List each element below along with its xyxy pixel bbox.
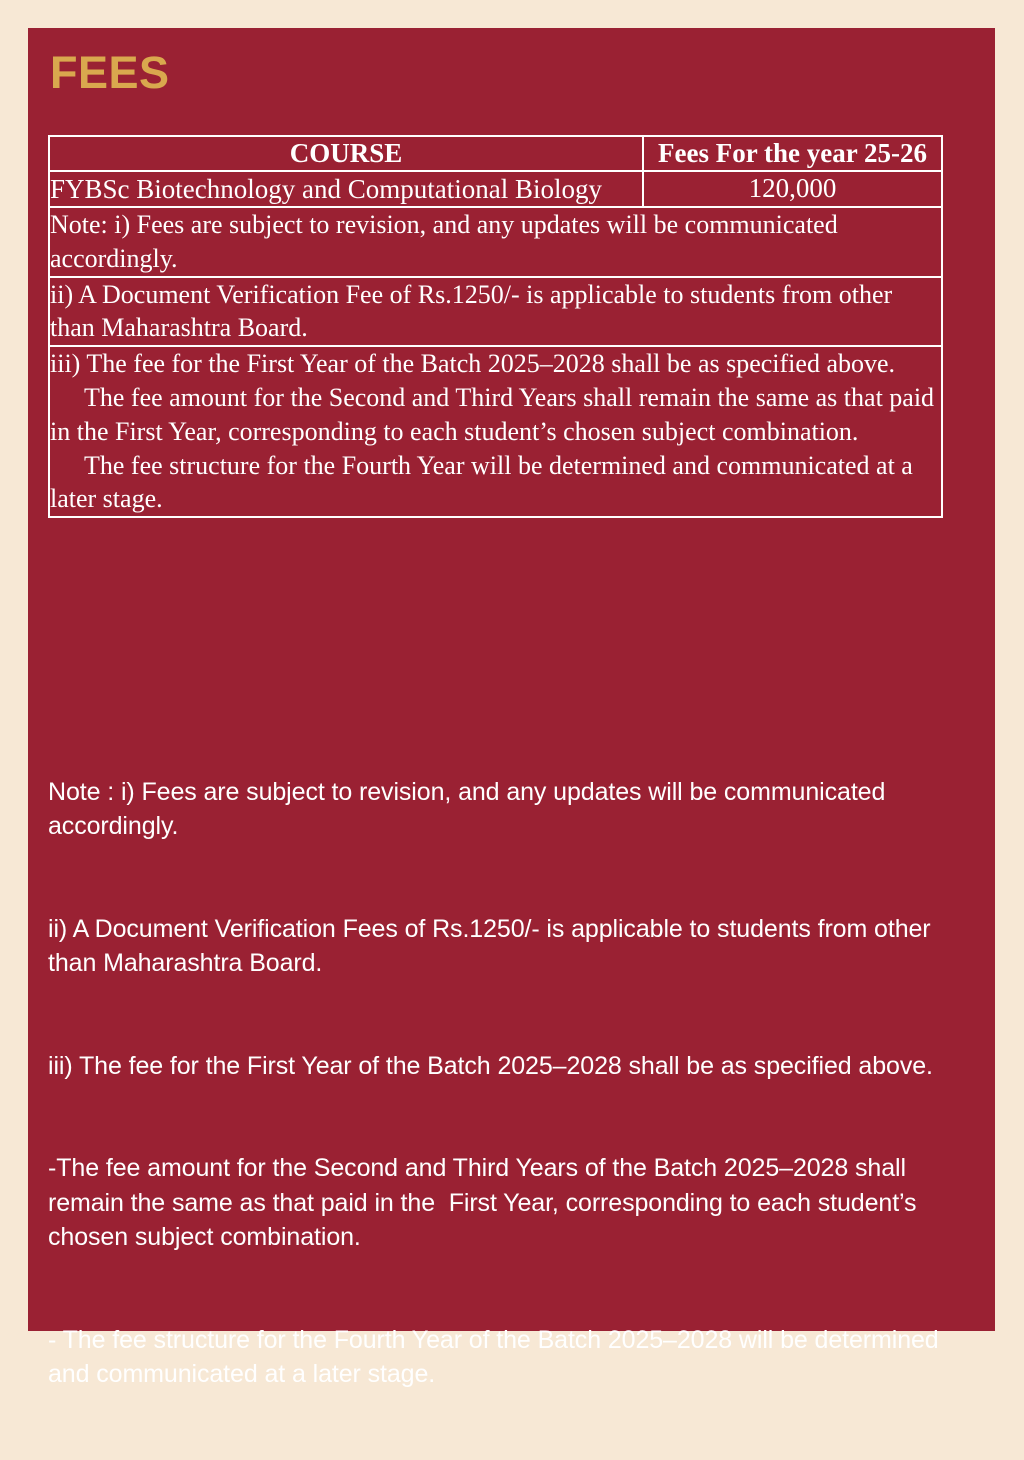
cell-fee-amount: 120,000: [643, 171, 942, 207]
table-note-row-iii: [49, 346, 942, 517]
notes-block-line-3: iii) The fee for the First Year of the Batch 2025–2028 shall be as specified above.: [48, 1051, 933, 1080]
note-ii-text: ii) A Document Verification Fee of Rs.1250/- is applicable to students from other than Maharashtra Board.: [49, 277, 942, 347]
note-iii-lead: iii) The fee for the First Year of the Batch 2025–2028 shall be as specified above.: [50, 349, 896, 379]
page-title: FEES: [50, 47, 170, 98]
notes-block: [48, 706, 978, 1460]
notes-block-line-5: - The fee structure for the Fourth Year of the Batch 2025–2028 will be determined and communicated at a later stage.: [48, 1325, 946, 1388]
note-iii-sub-1: The fee amount for the Second and Third Years shall remain the same as that paid in the First Year, corresponding to each student’s chosen subject combination.: [50, 382, 935, 446]
notes-block-line-4: -The fee amount for the Second and Third Years of the Batch 2025–2028 shall remain the same as that paid in the First Year, corresponding to each student’s chosen subject combination.: [48, 1154, 924, 1251]
column-header-course: COURSE: [49, 136, 643, 171]
note-iii-group: [49, 346, 942, 517]
column-header-fees: Fees For the year 25-26: [643, 136, 942, 171]
table-row: [49, 171, 942, 207]
table-note-row-ii: [49, 277, 942, 347]
table-header-row: [49, 136, 942, 171]
note-iii-sub-2: The fee structure for the Fourth Year will be determined and communicated at a later stage.: [50, 450, 913, 514]
notes-block-line-2: ii) A Document Verification Fees of Rs.1250/- is applicable to students from other than Maharashtra Board.: [48, 914, 938, 977]
notes-block-line-1: Note : i) Fees are subject to revision, and any updates will be communicated accordingly.: [48, 777, 893, 840]
cell-course-name: FYBSc Biotechnology and Computational Biology: [49, 171, 643, 207]
maroon-content-panel: [28, 28, 995, 1388]
table-note-row-i: [49, 207, 942, 277]
fees-table: [48, 135, 943, 518]
note-i-text: Note: i) Fees are subject to revision, and any updates will be communicated accordingly.: [49, 207, 942, 277]
